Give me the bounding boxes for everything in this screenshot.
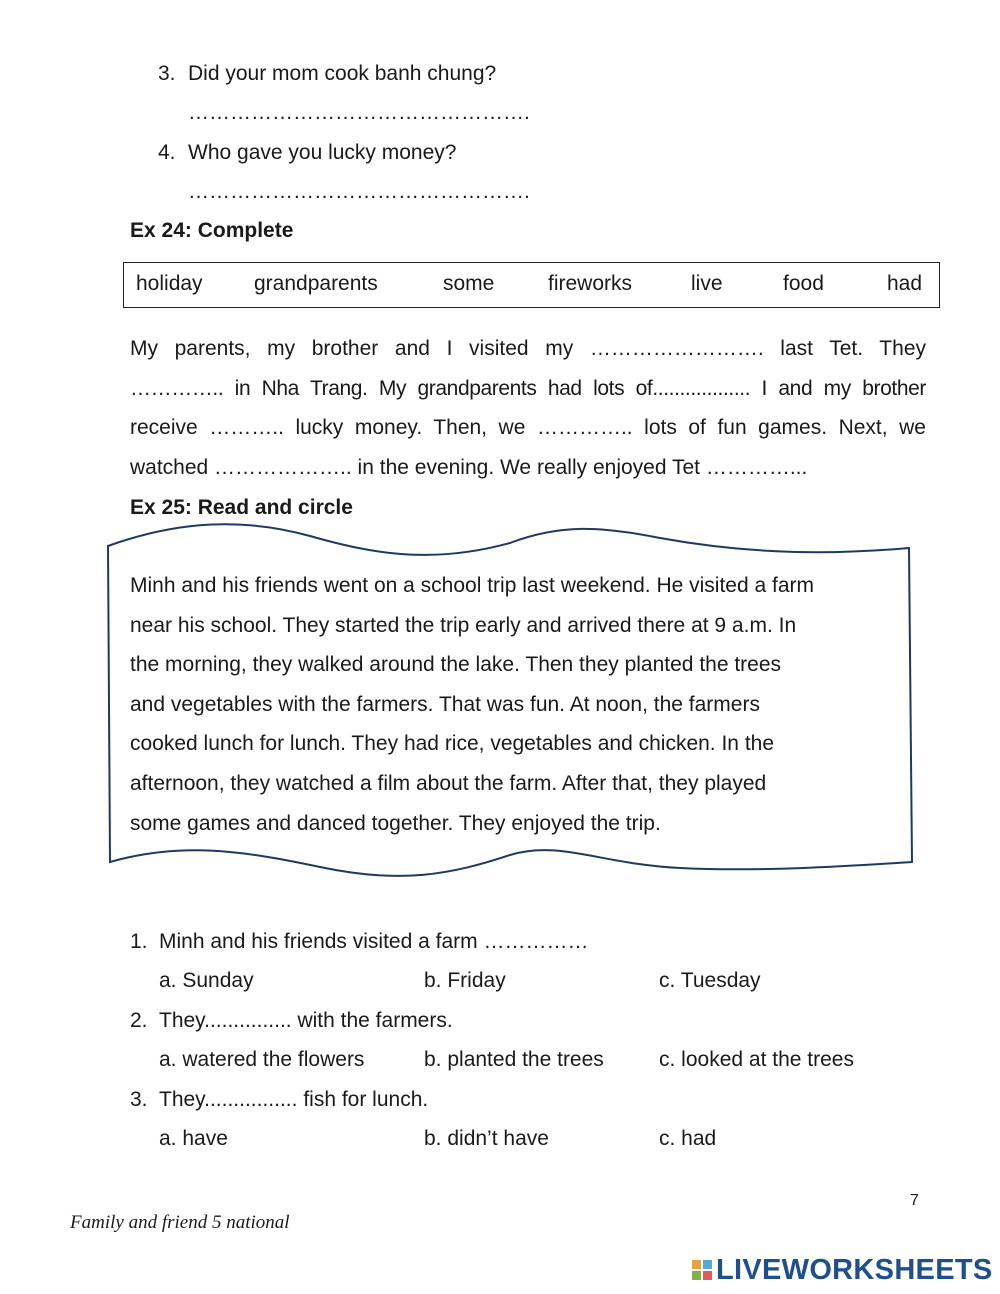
ex25-title: Ex 25: Read and circle	[130, 496, 353, 519]
word-bank-item: had	[887, 272, 923, 295]
question-text: They............... with the farmers.	[159, 1009, 453, 1032]
option-b[interactable]: b. Friday	[424, 969, 506, 992]
question-number: 1.	[130, 930, 148, 953]
story-line: cooked lunch for lunch. They had rice, vegetables and chicken. In the	[130, 732, 775, 756]
question-number: 3.	[130, 1088, 148, 1111]
logo-squares-icon	[692, 1260, 712, 1280]
story-line: afternoon, they watched a film about the farm. After that, they played	[130, 771, 767, 795]
paragraph-line: My parents, my brother and I visited my ……………………. last Tet. They	[130, 337, 926, 360]
answer-blank[interactable]: ………………………………………….	[188, 180, 530, 203]
paragraph-line: receive ……….. lucky money. Then, we ………….. lots of fun games. Next, we	[130, 416, 926, 439]
question-text: They................ fish for lunch.	[159, 1088, 429, 1111]
option-b[interactable]: b. planted the trees	[424, 1048, 604, 1071]
answer-blank[interactable]: ………………………………………….	[188, 101, 530, 124]
question-text: Who gave you lucky money?	[188, 141, 457, 164]
question-number: 2.	[130, 1009, 148, 1032]
story-line: Minh and his friends went on a school trip last weekend. He visited a farm	[130, 574, 815, 597]
question-text: Minh and his friends visited a farm ……………	[159, 930, 589, 953]
option-c[interactable]: c. looked at the trees	[659, 1048, 854, 1071]
story-line: and vegetables with the farmers. That was fun. At noon, the farmers	[130, 692, 760, 716]
word-bank-item: food	[783, 272, 824, 295]
ex25-story	[130, 566, 900, 843]
option-a[interactable]: a. have	[159, 1127, 228, 1150]
word-bank-item: fireworks	[548, 272, 633, 295]
page-number: 7	[910, 1192, 919, 1209]
question-number: 4.	[158, 141, 176, 164]
option-c[interactable]: c. had	[659, 1127, 717, 1150]
book-title: Family and friend 5 national	[70, 1212, 290, 1233]
word-bank-item: holiday	[136, 272, 203, 295]
paragraph-line: ………….. in Nha Trang. My grandparents had lots of.................. I and my brother	[130, 376, 926, 400]
paragraph-line: watched ……………….. in the evening. We really enjoyed Tet …………...	[130, 455, 808, 479]
question-number: 3.	[158, 62, 176, 85]
option-c[interactable]: c. Tuesday	[659, 969, 761, 992]
logo-text: LIVEWORKSHEETS	[716, 1253, 993, 1286]
option-a[interactable]: a. Sunday	[159, 969, 254, 992]
option-a[interactable]: a. watered the flowers	[159, 1048, 365, 1071]
story-line: near his school. They started the trip early and arrived there at 9 a.m. In	[130, 613, 797, 637]
story-line: the morning, they walked around the lake. Then they planted the trees	[130, 653, 782, 677]
question-text: Did your mom cook banh chung?	[188, 62, 497, 85]
word-bank-item: live	[691, 272, 723, 295]
word-bank-item: some	[443, 272, 495, 295]
word-bank-item: grandparents	[254, 272, 378, 295]
story-line: some games and danced together. They enjoyed the trip.	[130, 811, 661, 835]
ex24-title: Ex 24: Complete	[130, 219, 294, 242]
option-b[interactable]: b. didn’t have	[424, 1127, 549, 1150]
liveworksheets-logo	[692, 1253, 993, 1287]
